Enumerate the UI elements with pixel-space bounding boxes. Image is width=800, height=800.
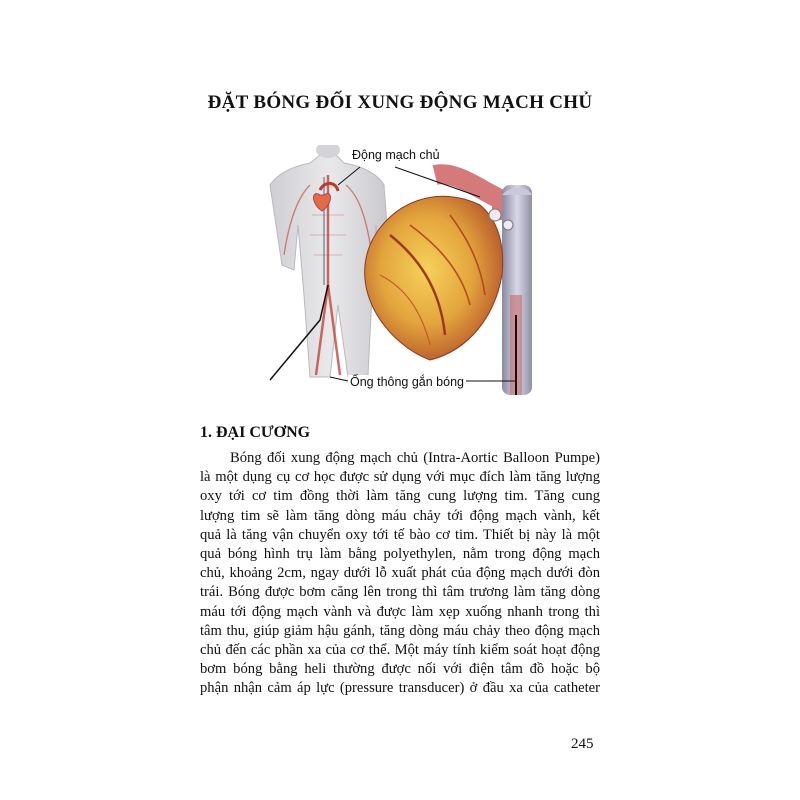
body-line: tâm thu, giúp giảm hậu gánh, tăng dòng máu chảy theo động mạch <box>200 622 600 639</box>
balloon-catheter-label: Ống thông gắn bóng <box>350 375 464 389</box>
aorta-balloon-illustration <box>240 145 570 395</box>
body-line: chủ, khoảng 2cm, ngay dưới lỗ xuất phát của động mạch dưới đòn <box>200 565 600 582</box>
body-line: oxy tới cơ tim đồng thời làm tăng cung lượng tim. Tăng cung <box>200 488 600 505</box>
section-heading: 1. ĐẠI CƯƠNG <box>200 424 311 441</box>
body-line: máu tới động mạch vành và được làm xẹp xuống nhanh trong thì <box>200 603 600 620</box>
body-line: bơm bóng bằng heli thường được nối với điện tâm đồ hoặc bộ <box>200 661 600 678</box>
body-line: chủ đến các phần xa của cơ thể. Một máy tính kiểm soát hoạt động <box>200 642 600 659</box>
page-number: 245 <box>571 736 594 752</box>
aorta-label: Động mạch chủ <box>352 148 440 162</box>
section-body <box>200 449 600 699</box>
body-line: Bóng đối xung động mạch chủ (Intra-Aortic Balloon Pumpe) <box>230 450 600 466</box>
body-line: trái. Bóng được bơm căng lên trong thì tâm trương làm tăng dòng <box>200 584 600 601</box>
anatomy-drawing <box>240 145 570 395</box>
body-line: quả là tăng vận chuyển oxy tới tế bào cơ tim. Thiết bị này là một <box>200 526 600 543</box>
body-line: là một dụng cụ cơ học được sử dụng với mục đích làm tăng lượng <box>200 469 600 486</box>
heart-close-up <box>365 174 532 395</box>
page-title: ĐẶT BÓNG ĐỐI XUNG ĐỘNG MẠCH CHỦ <box>207 92 593 113</box>
body-line: lượng tim sẽ làm tăng dòng máu chảy tới động mạch vành, kết <box>200 507 600 524</box>
body-line: quả bóng hình trụ làm bằng polyethylen, nằm trong động mạch <box>200 546 600 563</box>
body-line: phận nhận cảm áp lực (pressure transducer) ở đầu xa của catheter <box>200 680 600 697</box>
